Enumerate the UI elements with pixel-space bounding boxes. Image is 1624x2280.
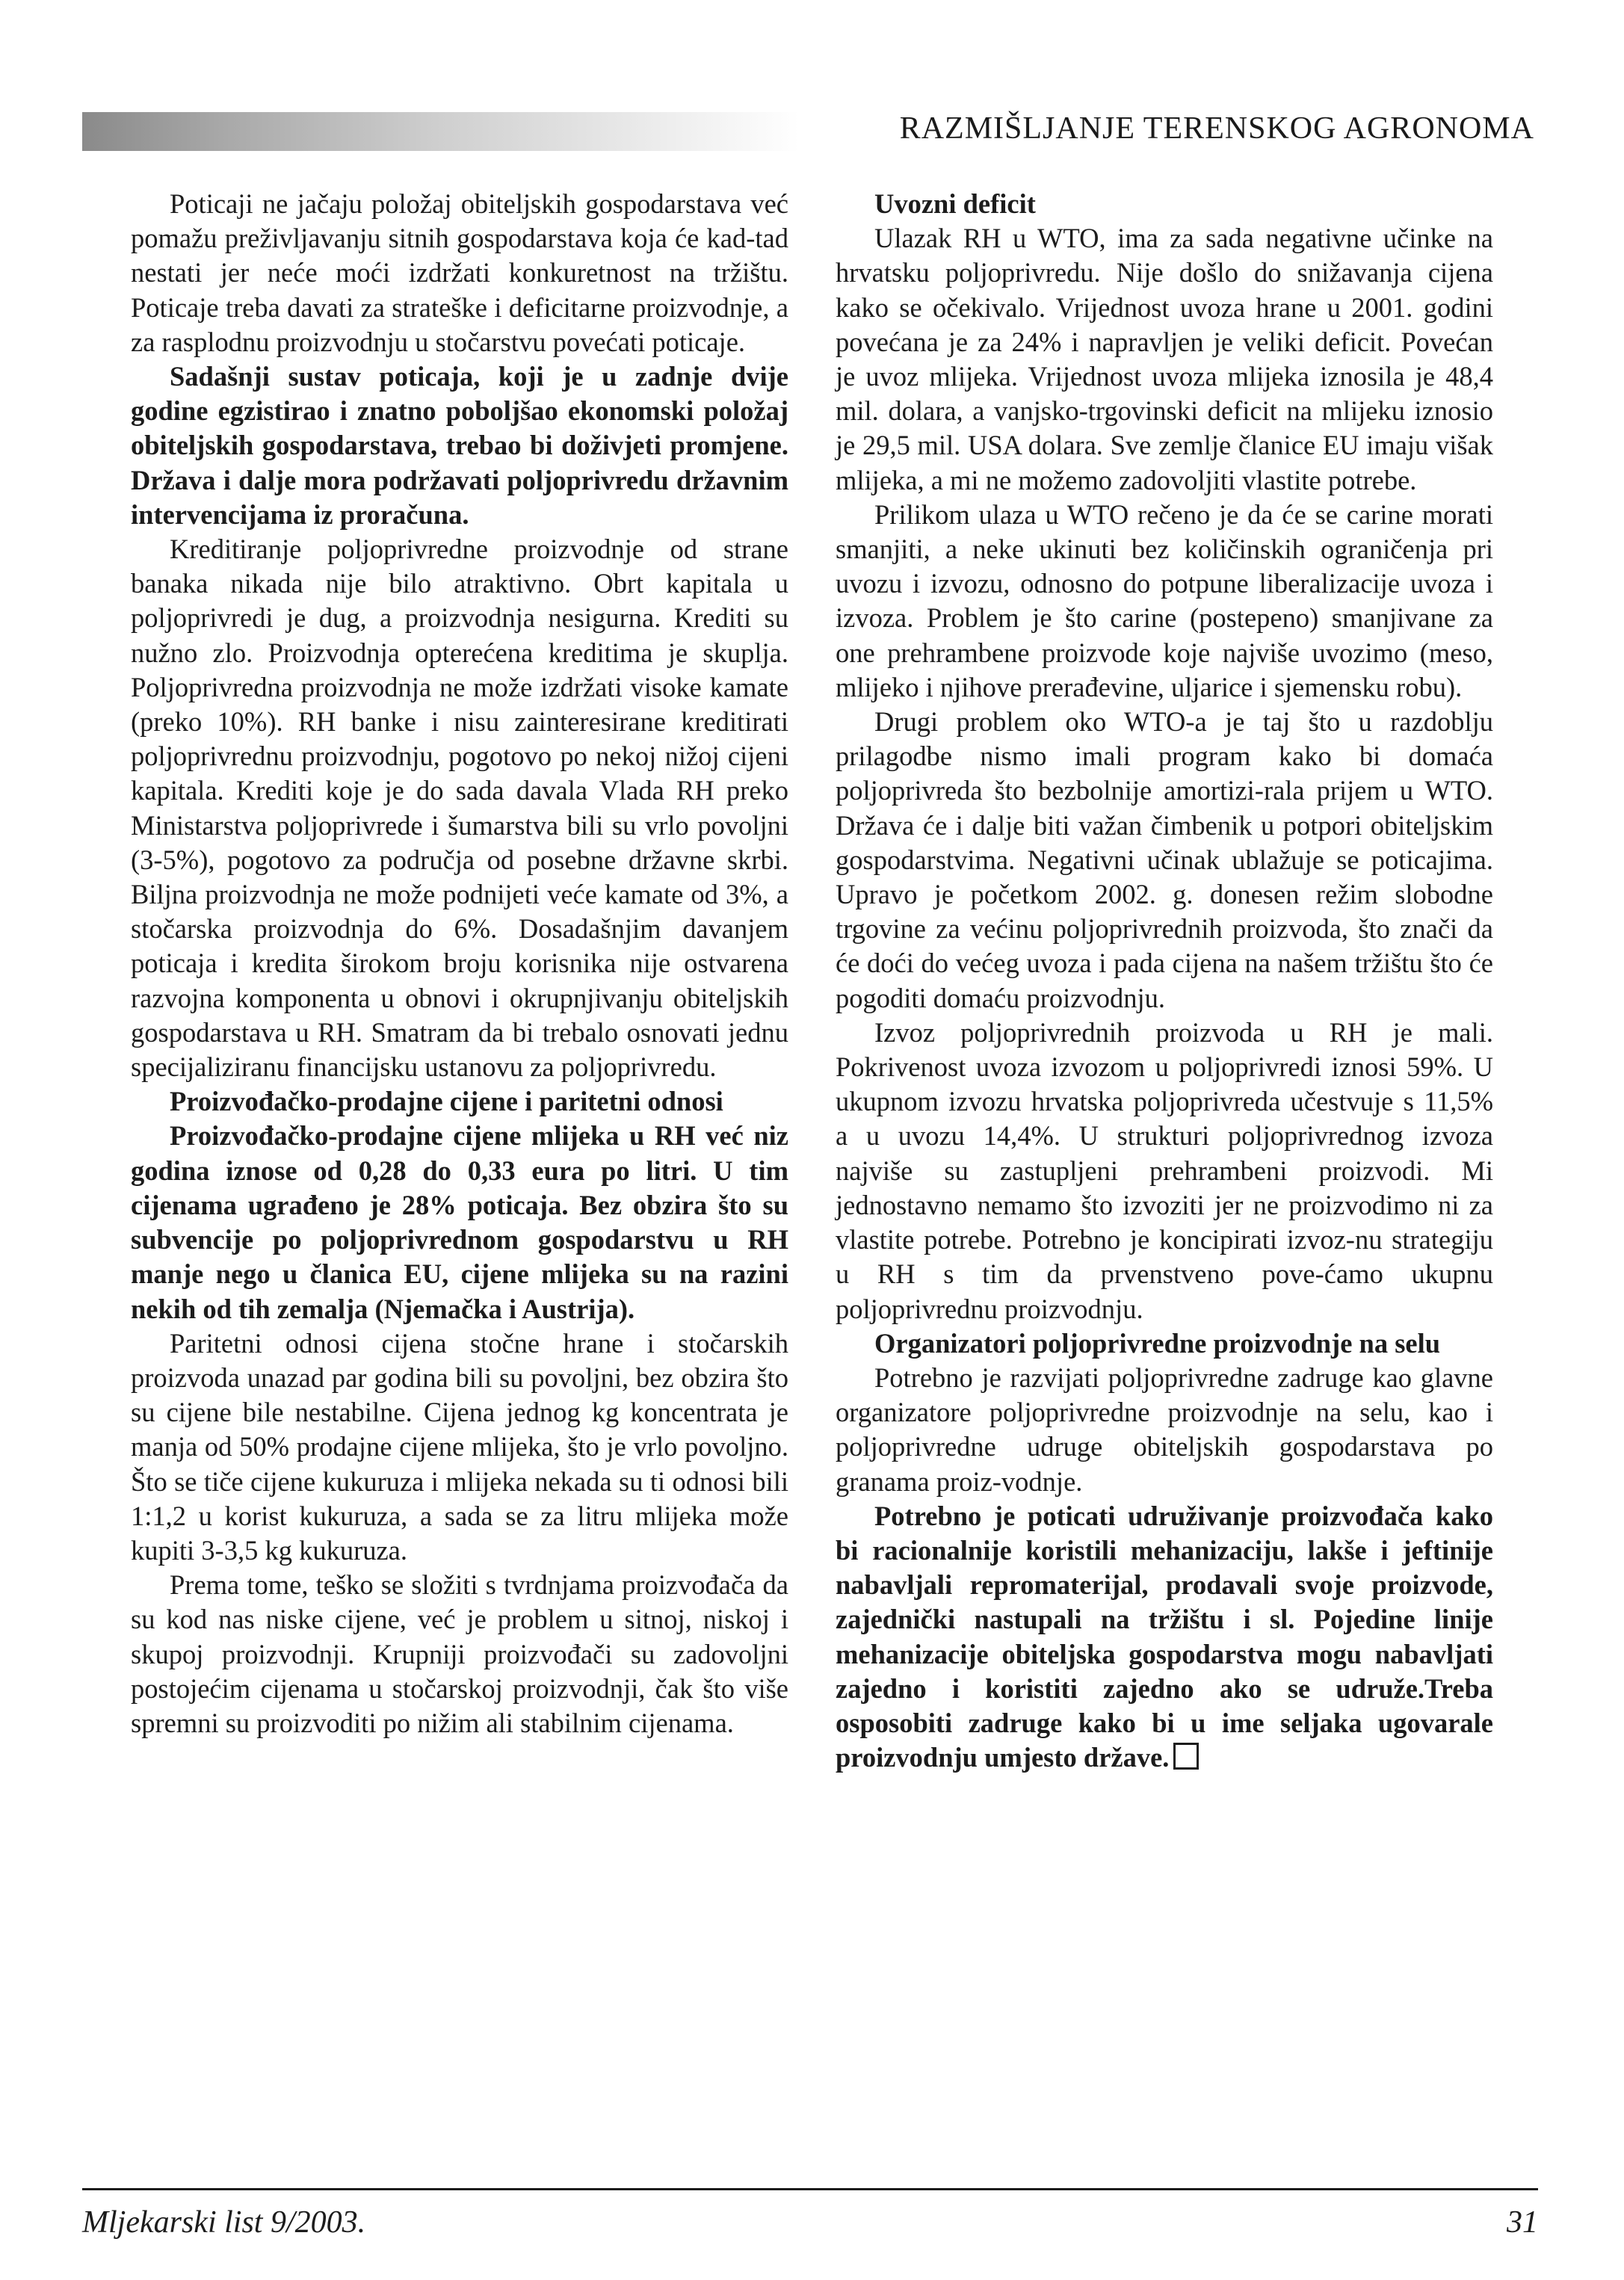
- bold-paragraph: Sadašnji sustav poticaja, koji je u zadnje dvije godine egzistirao i znatno poboljšao ekonomski položaj obiteljskih gospodarstava, trebao bi doživjeti promjene. Država i dalje mora podržavati poljoprivredu državnim intervencijama iz proračuna.: [131, 361, 788, 530]
- header-gradient-bar: [82, 112, 800, 151]
- paragraph: Izvoz poljoprivrednih proizvoda u RH je mali. Pokrivenost uvoza izvozom u poljoprivredi iznosi 59%. U ukupnom izvozu hrvatska poljoprivreda učestvuje s 11,5% a u uvozu 14,4%. U strukturi poljoprivrednog izvoza najviše su zastupljeni prehrambeni proizvodi. Mi jednostavno nemamo što izvoziti jer ne proizvodimo ni za vlastite potrebe. Potrebno je koncipirati izvoz-nu strategiju u RH s tim da prvenstveno pove-ćamo ukupnu poljoprivrednu proizvodnju.: [836, 1016, 1493, 1324]
- paragraph: Poticaji ne jačaju položaj obiteljskih gospodarstava već pomažu preživljavanju sitnih gospodarstava koja će kad-tad nestati jer neće moći izdržati konkuretnost na tržištu. Poticaje treba davati za strateške i deficitarne proizvodnje, a za rasplodnu proizvodnju u stočarstvu povećati poticaje.: [131, 188, 788, 357]
- paragraph: Kreditiranje poljoprivredne proizvodnje od strane banaka nikada nije bilo atraktivno. Obrt kapitala u poljoprivredi je dug, a proizvodnja nesigurna. Krediti su nužno zlo. Proizvodnja opterećena kreditima je skuplja. Poljoprivredna proizvodnja ne može izdržati visoke kamate (preko 10%). RH banke i nisu zainteresirane kreditirati poljoprivrednu proizvodnju, pogotovo po nekoj nižoj cijeni kapitala. Krediti koje je do sada davala Vlada RH preko Ministarstva poljoprivrede i šumarstva bili su vrlo povoljni (3-5%), pogotovo za područja od posebne državne skrbi. Biljna proizvodnja ne može podnijeti veće kamate od 3%, a stočarska proizvodnja do 6%. Dosadašnjim davanjem poticaja i kredita širokom broju korisnika nije ostvarena razvojna komponenta u obnovi i okrupnjivanju obiteljskih gospodarstava u RH. Smatram da bi trebalo osnovati jednu specijaliziranu financijsku ustanovu za poljoprivredu.: [131, 534, 788, 1083]
- footer-journal-title: Mljekarski list 9/2003.: [82, 2205, 366, 2240]
- section-heading: Proizvođačko-prodajne cijene i paritetni odnosi: [170, 1086, 723, 1117]
- paragraph: Paritetni odnosi cijena stočne hrane i stočarskih proizvoda unazad par godina bili su povoljni, bez obzira što su cijene bile nestabilne. Cijena jednog kg koncentrata je manja od 50% prodajne cijene mlijeka, što je vrlo povoljno. Što se tiče cijene kukuruza i mlijeka nekada su ti odnosi bili 1:1,2 u korist kukuruza, a sada se za litru mlijeka može kupiti 3-3,5 kg kukuruza.: [131, 1327, 788, 1566]
- bold-paragraph-final: [836, 1499, 1493, 1776]
- paragraph: Potrebno je razvijati poljoprivredne zadruge kao glavne organizatore poljoprivredne proizvodnje na selu, kao i poljoprivredne udruge obiteljskih gospodarstava po granama proiz-vodnje.: [836, 1362, 1493, 1497]
- footer-divider: [82, 2188, 1538, 2190]
- paragraph: Ulazak RH u WTO, ima za sada negativne učinke na hrvatsku poljoprivredu. Nije došlo do snižavanja cijena kako se očekivalo. Vrijednost uvoza hrane u 2001. godini povećana je za 24% i napravljen je veliki deficit. Povećan je uvoz mlijeka. Vrijednost uvoza mlijeka iznosila je 48,4 mil. dolara, a vanjsko-trgovinski deficit na mlijeku iznosio je 29,5 mil. USA dolara. Sve zemlje članice EU imaju višak mlijeka, a mi ne možemo zadovoljiti vlastite potrebe.: [836, 223, 1493, 495]
- bold-paragraph-text: Potrebno je poticati udruživanje proizvođača kako bi racionalnije koristili mehanizaciju, lakše i jeftinije nabavljali repromaterijal, prodavali svoje proizvode, zajednički nastupali na tržištu i sl. Pojedine linije mehanizacije obiteljska gospodarstva mogu nabavljati zajedno i koristiti zajedno ako se udruže.Treba osposobiti zadruge kako bi u ime seljaka ugovarale proizvodnju umjesto države.: [836, 1500, 1493, 1773]
- right-column: [836, 187, 1493, 1775]
- end-of-article-icon: [1173, 1743, 1199, 1770]
- paragraph: Prema tome, teško se složiti s tvrdnjama proizvođača da su kod nas niske cijene, već je problem u sitnoj, niskoj i skupoj proizvodnji. Krupniji proizvođači su zadovoljni postojećim cijenama u stočarskoj proizvodnji, čak što više spremni su proizvoditi po nižim ali stabilnim cijenama.: [131, 1569, 788, 1738]
- left-column: [131, 187, 788, 1740]
- footer-page-number: 31: [1507, 2205, 1538, 2240]
- bold-paragraph: Proizvođačko-prodajne cijene mlijeka u RH već niz godina iznose od 0,28 do 0,33 eura po litri. U tim cijenama ugrađeno je 28% poticaja. Bez obzira što su subvencije po poljoprivrednom gospodarstvu u RH manje nego u članica EU, cijene mlijeka su na razini nekih od tih zemalja (Njemačka i Austrija).: [131, 1120, 788, 1324]
- paragraph: Prilikom ulaza u WTO rečeno je da će se carine morati smanjiti, a neke ukinuti bez količinskih ograničenja pri uvozu i izvozu, odnosno do potpune liberalizacije uvoza i izvoza. Problem je što carine (postepeno) smanjivane za one prehrambene proizvode koje najviše uvozimo (meso, mlijeko i njihove prerađevine, uljarice i sjemensku robu).: [836, 498, 1493, 702]
- running-header-title: RAZMIŠLJANJE TERENSKOG AGRONOMA: [899, 111, 1534, 146]
- section-heading: Organizatori poljoprivredne proizvodnje na selu: [874, 1327, 1441, 1359]
- section-heading: Uvozni deficit: [874, 188, 1036, 219]
- paragraph: Drugi problem oko WTO-a je taj što u razdoblju prilagodbe nismo imali program kako bi domaća poljoprivreda što bezbolnije amortizi-rala prijem u WTO. Država će i dalje biti važan čimbenik u potpori obiteljskim gospodarstvima. Negativni učinak ublažuje se poticajima. Upravo je početkom 2002. g. donesen režim slobodne trgovine za većinu poljoprivrednih proizvoda, što znači da će doći do većeg uvoza i pada cijena na našem tržištu što će pogoditi domaću proizvodnju.: [836, 706, 1493, 1013]
